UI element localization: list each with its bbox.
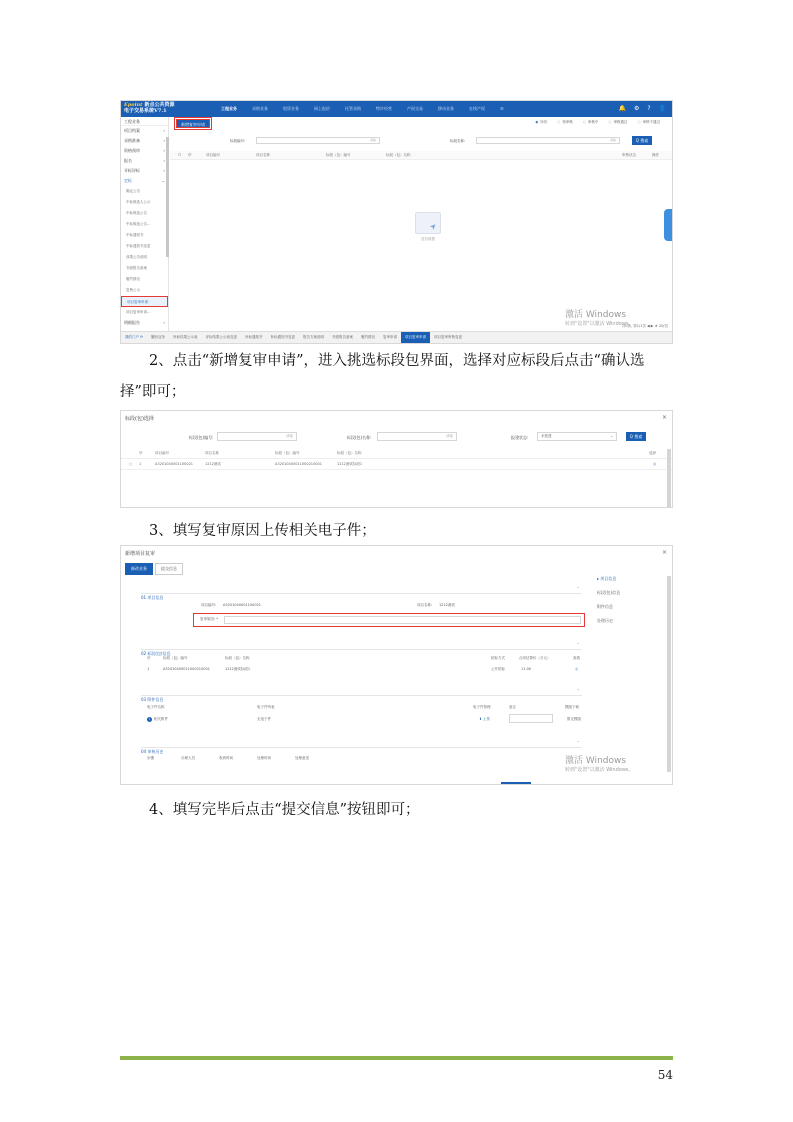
- section-project[interactable]: 01 项目信息 ⌄: [141, 584, 580, 600]
- user-icon[interactable]: 👤: [658, 105, 666, 112]
- scrollbar[interactable]: [667, 576, 671, 772]
- sidebar-subitem[interactable]: 中标通知书变更: [126, 244, 151, 248]
- status-radio[interactable]: ○ 审核通过: [608, 120, 627, 125]
- sidebar-subitem-selected[interactable]: 项目复审申请: [121, 296, 168, 307]
- attachment-name: i 相关附件: [149, 717, 168, 721]
- sidebar-item[interactable]: 资格预审 ›: [124, 148, 165, 153]
- sidebar-subitem[interactable]: 中标候选公告…: [126, 222, 151, 226]
- step2-text: 2、点击“新增复审申请”，进入挑选标段包界面，选择对应标段后点击“确认选择”即可；: [120, 353, 645, 400]
- form-tabs: [125, 563, 183, 575]
- nav-item[interactable]: 采购业务: [252, 106, 268, 111]
- footer-line: [120, 1056, 673, 1060]
- add-review-button[interactable]: 新增复审申请: [176, 119, 210, 128]
- sidebar-item[interactable]: 明细报告 ›: [124, 320, 165, 325]
- bottom-tab[interactable]: 书面报告备案: [332, 335, 354, 339]
- close-icon[interactable]: ×: [661, 414, 667, 421]
- sidebar-item[interactable]: 定标 ⌄: [124, 178, 165, 183]
- empty-box-icon: [415, 212, 441, 234]
- windows-watermark: 激活 Windows 转到"设置"以激活 Windows。: [565, 756, 634, 773]
- sidebar-scrollbar[interactable]: [166, 137, 169, 257]
- table-row[interactable]: ○ 1 A3201040001100021 1212测试 A32010400011000210001 1212测试标段1 ◎: [121, 460, 672, 470]
- scrollbar[interactable]: [667, 449, 671, 507]
- remark-input[interactable]: [509, 714, 553, 723]
- top-icons: [618, 105, 666, 112]
- upload-button[interactable]: ⬆ 上传: [479, 717, 491, 721]
- sidebar-item[interactable]: 项目档案 ›: [124, 128, 165, 133]
- right-nav: [597, 576, 620, 632]
- bottom-tab[interactable]: 补标结果公示表: [173, 335, 198, 339]
- bottom-tab[interactable]: 撤回业务: [151, 335, 166, 339]
- review-reason-field: 复审原因: *: [193, 613, 585, 627]
- select-icon[interactable]: ◎: [653, 462, 657, 466]
- status-radio-group: [535, 120, 660, 125]
- status-radio[interactable]: ○ 审核不通过: [637, 120, 660, 125]
- gear-icon[interactable]: ⚙: [633, 105, 640, 112]
- bottom-indicator: [501, 782, 531, 784]
- bottom-tab[interactable]: 报告方案说明: [303, 335, 325, 339]
- section-attachment[interactable]: 03 附件信息 ⌄: [141, 686, 580, 702]
- nav-item[interactable]: 在线产权: [469, 106, 485, 111]
- section-history[interactable]: 04 审核历史 ⌄: [141, 738, 580, 754]
- section-bid[interactable]: 02 标段(包)信息 ⌄: [141, 640, 580, 656]
- step3-text: 3、填写复审原因上传相关电子件；: [149, 523, 376, 539]
- page-number: 54: [657, 1068, 673, 1082]
- filter-label: 报建状态:: [511, 435, 529, 440]
- windows-watermark: 激活 Windows 转到"设置"以激活 Windows。: [565, 310, 634, 327]
- bottom-tabs: [121, 331, 672, 343]
- screenshot-review-list: [120, 100, 673, 344]
- filter-label: 标段(包)名称:: [347, 435, 372, 440]
- side-float-tab[interactable]: [664, 209, 672, 241]
- bottom-tab[interactable]: 评标结果公示表变更: [205, 335, 238, 339]
- tab-submit[interactable]: 提交信息: [155, 563, 183, 575]
- filter-label: 标段编号:: [230, 139, 246, 143]
- step4-text: 4、填写完毕后点击“提交信息”按钮即可；: [149, 802, 420, 818]
- filter-bar: [170, 136, 672, 148]
- top-bar: [121, 101, 672, 117]
- nav-item[interactable]: 移动业务: [438, 106, 454, 111]
- sidebar-header: 工程业务: [121, 117, 168, 126]
- table-header: 序 项目编号 项目名称 标段（包）编号 标段（包）名称 选择: [121, 449, 672, 459]
- logo: Epoint 新点公共资源 电子交易系统V7.1: [124, 102, 175, 114]
- bottom-tab[interactable]: 复审申请: [383, 335, 398, 339]
- status-radio[interactable]: ◉ 所有: [535, 120, 547, 125]
- bottom-tab[interactable]: 我的门户 ⟳: [125, 335, 144, 339]
- sidebar-subitem[interactable]: 中标通知书: [126, 233, 144, 237]
- menu-icon[interactable]: ☰: [500, 106, 504, 111]
- right-nav-item[interactable]: 附件信息: [597, 604, 613, 609]
- status-radio[interactable]: ○ 待审核: [557, 120, 573, 125]
- screenshot-bid-select: [120, 410, 673, 508]
- tab-edit[interactable]: 修改业务: [125, 563, 153, 575]
- nav-item[interactable]: 产权交易: [407, 106, 423, 111]
- bottom-tab[interactable]: 项目复审审核变更: [434, 335, 463, 339]
- search-button[interactable]: Q 搜索: [626, 432, 646, 441]
- sidebar-subitem[interactable]: 书面报告备案: [126, 266, 147, 270]
- bid-no-input[interactable]: 请输: [256, 137, 380, 144]
- bottom-tab-active[interactable]: 项目复审申请: [401, 332, 430, 343]
- bottom-tab[interactable]: 补标通知书: [245, 335, 263, 339]
- sidebar-subitem[interactable]: 中标候选人公示: [126, 200, 151, 204]
- project-name-value: 1212测试: [439, 603, 455, 607]
- bid-name-input[interactable]: 请输: [377, 432, 457, 441]
- sidebar-item[interactable]: 报名 ›: [124, 158, 165, 163]
- project-no-value: A3201040001100021: [223, 603, 262, 607]
- bottom-tab[interactable]: 履约情况: [361, 335, 376, 339]
- status-select[interactable]: 未报建 ⌄: [537, 432, 617, 441]
- dialog-title: 新增项目复审: [125, 551, 156, 557]
- right-nav-item[interactable]: 处理历史: [597, 618, 613, 623]
- help-icon[interactable]: ?: [647, 105, 651, 112]
- bid-no-input[interactable]: 请输: [217, 432, 297, 441]
- top-nav: [221, 106, 504, 112]
- sidebar-item[interactable]: 采购准备 ›: [124, 138, 165, 143]
- main-content: [170, 117, 672, 331]
- bottom-tab[interactable]: 补标通知书变更: [270, 335, 296, 339]
- right-nav-item[interactable]: 标段(包)信息: [597, 590, 621, 595]
- dialog-title: 标段(包)选择: [125, 416, 154, 422]
- nav-item[interactable]: 工程业务: [221, 106, 237, 111]
- sidebar-subitem[interactable]: 复核公示: [126, 288, 140, 292]
- screenshot-review-form: 新增项目复审 × 修改业务 提交信息 01 项目信息 ⌄ 项目编号: A3201040001100021 项目名称: 1212测试 复审原因: * 02 标段(包)信息 ⌄ 序 标段（包）编号 标段（包）名称 招标方式 合同估算价（万元） 查看 1 A32010400011000210001 1212测试标段1 公开招标 11.00 ◎ 03 附件信息 ⌄ 电子件名称 电子件列表 电子件管理 备注 模版下载 i 相关附件 无电子件 ⬆ 上传 暂无模版 04 审核历史 ⌄ 步骤 办理人员 收到时间 处理时间 处理意见 ▸ 项目信息 标段(包)信息 附件信息 处理历史 激活 Windows 转到"设置"以激活 Windows。: [120, 545, 673, 785]
- pager[interactable]: 共0条, 第1/1页 ◀ ▶ ★ 20/页: [621, 324, 668, 328]
- nav-item[interactable]: 网上报价: [314, 106, 330, 111]
- right-nav-item[interactable]: ▸ 项目信息: [597, 576, 617, 581]
- nav-item[interactable]: 租赁业务: [283, 106, 299, 111]
- sidebar-subitem[interactable]: 中标候选公告: [126, 211, 147, 215]
- review-reason-input[interactable]: [224, 616, 581, 624]
- filter-label: 标段名称:: [450, 139, 466, 143]
- sidebar-subitem[interactable]: 项目复审申请…: [126, 310, 151, 314]
- checkbox-header[interactable]: ☐: [178, 153, 182, 157]
- nav-item[interactable]: 托管采购: [345, 106, 361, 111]
- info-icon: i: [147, 717, 152, 722]
- sidebar-subitem[interactable]: 确定公告: [126, 189, 140, 193]
- close-icon[interactable]: ×: [661, 549, 667, 556]
- sidebar-subitem[interactable]: 成果公告说明: [126, 255, 147, 259]
- sidebar-subitem[interactable]: 履约情况: [126, 277, 140, 281]
- row-radio[interactable]: ○: [129, 462, 133, 466]
- sidebar: [121, 117, 169, 343]
- status-radio[interactable]: ○ 审核中: [583, 120, 599, 125]
- search-button[interactable]: Q 搜索: [632, 136, 652, 145]
- sidebar-item[interactable]: 开标评标 ›: [124, 168, 165, 173]
- view-icon[interactable]: ◎: [575, 667, 579, 671]
- nav-item[interactable]: 特许经营: [376, 106, 392, 111]
- bell-icon[interactable]: 🔔: [618, 105, 626, 112]
- empty-state: ➤ 没有数据: [410, 212, 446, 252]
- filter-label: 标段(包)编号:: [189, 435, 214, 440]
- table-header: ☐ 序 项目编号 项目名称 标段（包）编号 标段（包）名称 审核状态 操作: [170, 151, 672, 160]
- bid-name-input[interactable]: 请输: [476, 137, 620, 144]
